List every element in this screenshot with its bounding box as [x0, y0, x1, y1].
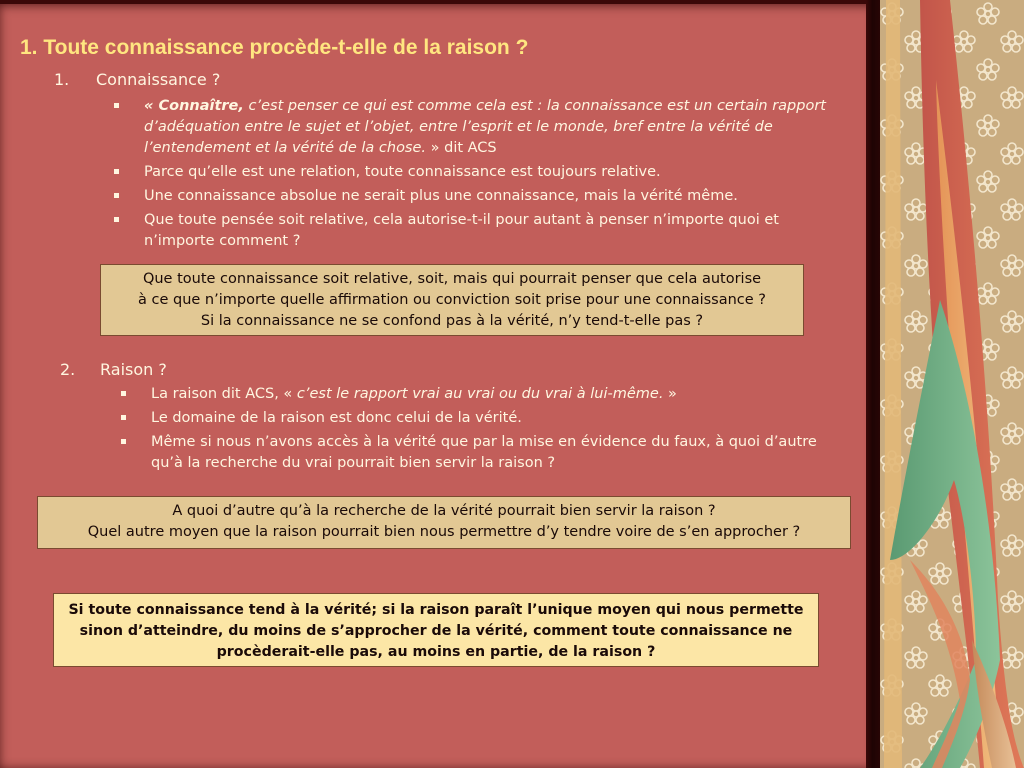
quote-body: c’est penser ce qui est comme cela est : la connaissance est un certain rapport d’adéquation entre le sujet et l’objet, entre l’esprit et le monde, bref entre la vérité de l’entendement et la vérité de la chose.: [144, 98, 826, 156]
box-line: à ce que n’importe quelle affirmation ou conviction soit prise pour une connaissance ?: [138, 292, 766, 308]
list-item: [144, 162, 844, 183]
list-item: [151, 408, 841, 429]
list-item: [144, 186, 844, 207]
raison-bullet-list: [151, 384, 841, 477]
question-box-raison: [37, 496, 851, 549]
slide-title: 1. Toute connaissance procède-t-elle de la raison ?: [20, 36, 529, 59]
floral-drape-decoration: [880, 0, 1024, 768]
conclusion-text: Si toute connaissance tend à la vérité; si la raison paraît l’unique moyen qui nous permette sinon d’atteindre, du moins de s’approcher de la vérité, comment toute connaissance ne procèderait-elle pas, au moins en partie, de la raison ?: [68, 602, 804, 660]
bullet-marker: [121, 415, 126, 420]
section-heading-raison: [60, 360, 167, 379]
list-item-text: Que toute pensée soit relative, cela autorise-t-il pour autant à penser n’importe quoi et n’importe comment ?: [144, 212, 779, 249]
box-line: Quel autre moyen que la raison pourrait bien nous permettre d’y tendre voire de s’en approcher ?: [87, 524, 801, 540]
bullet-marker: [121, 439, 126, 444]
list-item: [151, 384, 841, 405]
section-heading-connaissance: [54, 70, 220, 89]
box-line: Si la connaissance ne se confond pas à la vérité, n’y tend-t-elle pas ?: [200, 313, 704, 329]
quote-close: »: [663, 386, 677, 402]
quote-attribution: » dit ACS: [426, 140, 497, 156]
quote-body: c’est le rapport vrai au vrai ou du vrai à lui-même.: [296, 386, 664, 402]
section-title: Connaissance ?: [96, 70, 221, 89]
list-item-text: Parce qu’elle est une relation, toute connaissance est toujours relative.: [144, 164, 661, 180]
section-title: Raison ?: [100, 360, 167, 379]
box-line: A quoi d’autre qu’à la recherche de la vérité pourrait bien servir la raison ?: [172, 503, 716, 519]
list-item: [144, 96, 844, 159]
section-number: 1.: [54, 70, 70, 89]
list-item: [151, 432, 841, 474]
list-item-text: Une connaissance absolue ne serait plus une connaissance, mais la vérité même.: [144, 188, 738, 204]
slide-frame-top: [0, 0, 880, 4]
quote-prefix: La raison dit ACS, «: [151, 386, 297, 402]
bullet-marker: [114, 169, 119, 174]
bullet-marker: [114, 103, 119, 108]
bullet-marker: [121, 391, 126, 396]
box-line: Que toute connaissance soit relative, soit, mais qui pourrait penser que cela autorise: [142, 271, 762, 287]
bullet-marker: [114, 217, 119, 222]
connaissance-bullet-list: [144, 96, 844, 255]
list-item-text: Même si nous n’avons accès à la vérité que par la mise en évidence du faux, à quoi d’autre qu’à la recherche du vrai pourrait bien servir la raison ?: [151, 434, 817, 471]
bullet-marker: [114, 193, 119, 198]
conclusion-box: [53, 593, 819, 667]
quote-open: « Connaître,: [144, 98, 244, 114]
list-item-text: Le domaine de la raison est donc celui de la vérité.: [151, 410, 522, 426]
list-item: [144, 210, 844, 252]
section-number: 2.: [60, 360, 76, 379]
question-box-connaissance: [100, 264, 804, 336]
